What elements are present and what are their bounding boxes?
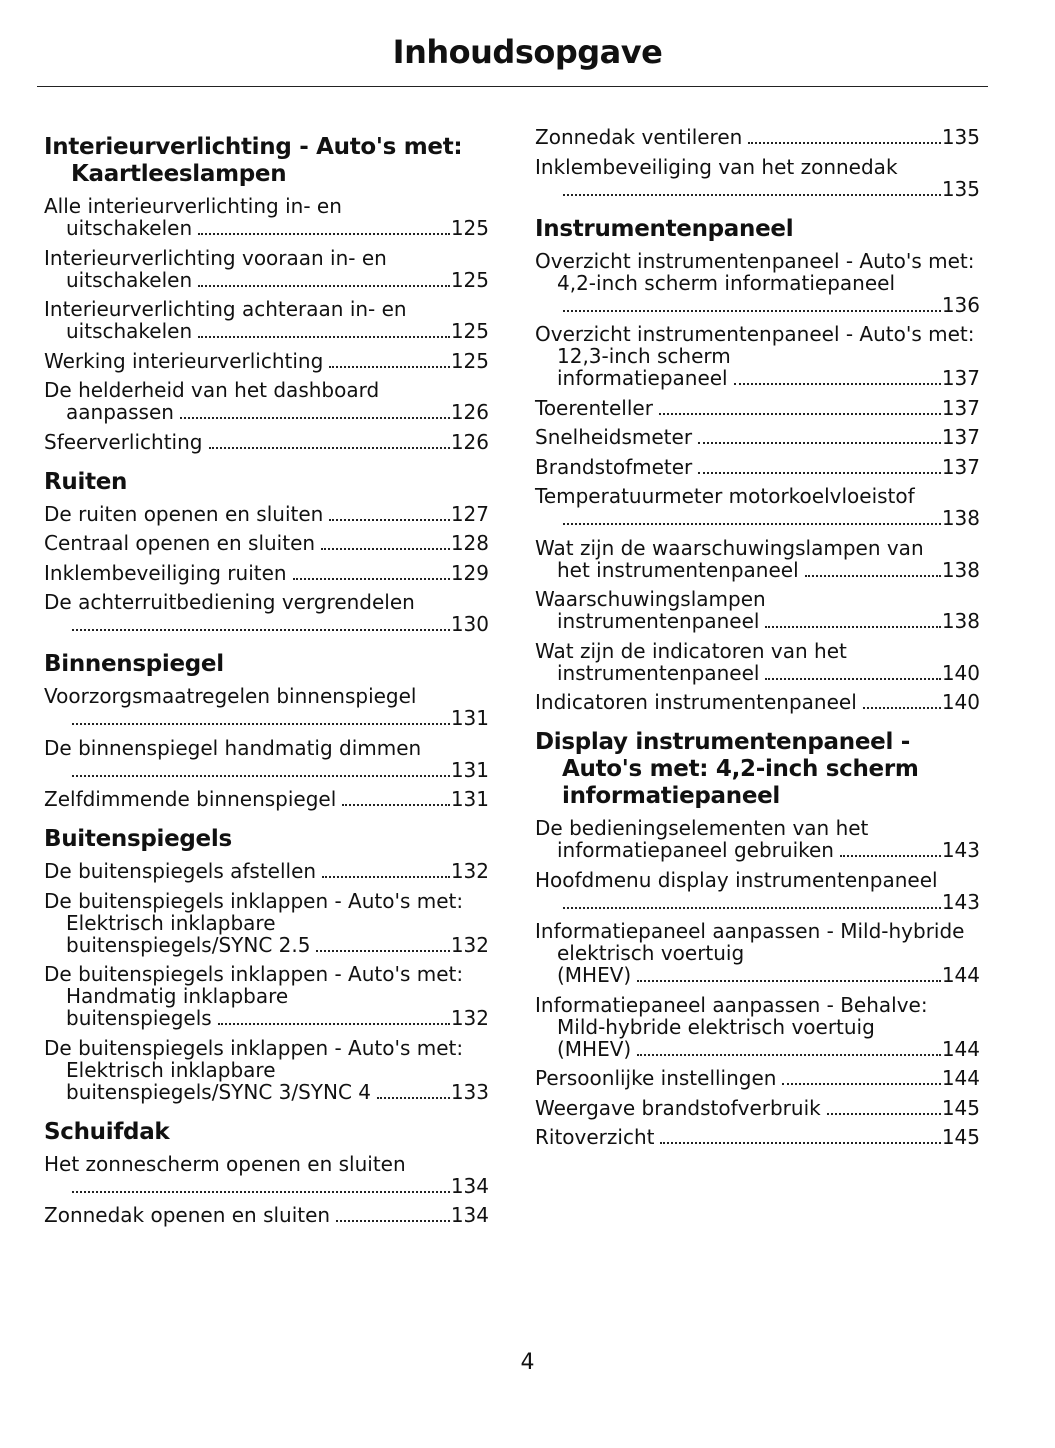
entry-title: Temperatuurmeter motorkoelvloeistof: [535, 484, 915, 508]
entry-title-end: Centraal openen en sluiten: [44, 531, 316, 555]
dot-leader: [563, 523, 941, 525]
page-number: 4: [520, 1350, 535, 1375]
toc-entry[interactable]: [535, 920, 980, 986]
dot-leader: [840, 855, 941, 857]
entry-title: Waarschuwingslampen: [535, 587, 766, 611]
entry-page-number: 126: [450, 400, 489, 424]
entry-title-end: uitschakelen: [66, 216, 193, 240]
entry-title-end: buitenspiegels: [66, 1006, 212, 1030]
entry-page-number: 137: [941, 454, 980, 479]
dot-leader: [563, 194, 941, 196]
entry-leader-line: [535, 456, 980, 478]
entry-title: Het zonnescherm openen en sluiten: [44, 1151, 406, 1176]
entry-page-number: 125: [450, 319, 489, 343]
entry-page-number: 143: [941, 889, 980, 914]
entry-title: De bedieningselementen van het: [535, 816, 869, 840]
toc-entry[interactable]: [44, 247, 489, 291]
entry-page-number: 134: [450, 1173, 489, 1198]
toc-entry[interactable]: [535, 869, 980, 913]
dot-leader: [377, 1097, 450, 1099]
entry-title: Wat zijn de indicatoren van het: [535, 638, 847, 663]
entry-page-number: 135: [941, 176, 980, 201]
entry-title-end: Werking interieurverlichting: [44, 348, 324, 373]
toc-right-column: [535, 126, 980, 1164]
toc-entry[interactable]: [44, 890, 489, 956]
entry-page-number: 136: [941, 292, 980, 317]
entry-page-number: 137: [941, 395, 980, 420]
entry-leader-line: [44, 1081, 489, 1103]
entry-title-end: informatiepaneel gebruiken: [557, 838, 834, 862]
entry-leader-line: [535, 1097, 980, 1119]
toc-entry[interactable]: [44, 685, 489, 729]
entry-leader-line: [535, 691, 980, 713]
entry-leader-line: [535, 1067, 980, 1089]
entry-title: Informatiepaneel aanpassen - Mild-hybride elektrisch voertuig: [535, 919, 965, 965]
entry-title: Inklembeveiliging van het zonnedak: [535, 154, 898, 179]
entry-page-number: 143: [941, 838, 980, 862]
entry-title-end: instrumentenpaneel: [557, 660, 760, 685]
dot-leader: [72, 775, 450, 777]
entry-title: De binnenspiegel handmatig dimmen: [44, 735, 422, 760]
entry-title-end: uitschakelen: [66, 319, 193, 343]
entry-page-number: 138: [941, 557, 980, 582]
entry-title-end: Ritoverzicht: [535, 1125, 655, 1149]
entry-page-number: 138: [941, 506, 980, 530]
toc-left-column: [44, 126, 489, 1242]
entry-title: De buitenspiegels inklappen - Auto's met: Handmatig inklapbare: [44, 962, 464, 1008]
entry-leader-line: [535, 294, 980, 316]
toc-section: [44, 134, 489, 453]
dot-leader: [698, 472, 941, 474]
entry-title-end: (MHEV): [557, 963, 632, 987]
toc-entry[interactable]: [44, 860, 489, 882]
entry-page-number: 132: [450, 859, 489, 883]
toc-section: [44, 1119, 489, 1227]
entry-leader-line: [44, 1007, 489, 1029]
dot-leader: [72, 629, 450, 631]
entry-title-end: Zonnedak ventileren: [535, 125, 743, 149]
entry-title-end: buitenspiegels/SYNC 2.5: [66, 932, 311, 957]
toc-entry[interactable]: [535, 1126, 980, 1148]
entry-leader-line: [44, 562, 489, 584]
entry-leader-line: [44, 532, 489, 554]
entry-page-number: 128: [450, 531, 489, 555]
toc-entry[interactable]: [535, 250, 980, 316]
entry-title: De buitenspiegels inklappen - Auto's met: Elektrisch inklapbare: [44, 888, 464, 935]
entry-title-end: Toerenteller: [535, 395, 653, 420]
entry-leader-line: [535, 367, 980, 389]
entry-page-number: 133: [450, 1079, 489, 1104]
entry-title-end: Indicatoren instrumentenpaneel: [535, 690, 857, 714]
entry-leader-line: [44, 503, 489, 525]
toc-entry[interactable]: [44, 195, 489, 239]
dot-leader: [659, 413, 941, 415]
section-heading: Buitenspiegels: [44, 826, 232, 852]
dot-leader: [698, 442, 941, 444]
dot-leader: [563, 310, 941, 312]
entry-leader-line: [535, 1126, 980, 1148]
toc-entry[interactable]: [535, 588, 980, 632]
entry-leader-line: [535, 178, 980, 200]
entry-title-end: De ruiten openen en sluiten: [44, 501, 324, 526]
section-heading: Instrumentenpaneel: [535, 215, 794, 242]
dot-leader: [198, 233, 450, 235]
entry-leader-line: [44, 217, 489, 239]
entry-page-number: 127: [450, 501, 489, 526]
dot-leader: [293, 578, 450, 580]
entry-title-end: Zonnedak openen en sluiten: [44, 1203, 331, 1227]
entry-page-number: 132: [450, 932, 489, 957]
dot-leader: [180, 417, 450, 419]
entry-page-number: 125: [450, 348, 489, 373]
entry-title: Informatiepaneel aanpassen - Behalve: Mild-hybride elektrisch voertuig: [535, 992, 928, 1039]
toc-entry[interactable]: [44, 350, 489, 372]
entry-leader-line: [535, 964, 980, 986]
entry-leader-line: [44, 350, 489, 372]
dot-leader: [316, 950, 449, 952]
dot-leader: [321, 548, 450, 550]
entry-page-number: 137: [941, 366, 980, 390]
entry-title-end: Sfeerverlichting: [44, 429, 203, 454]
toc-section: [535, 729, 980, 1148]
entry-page-number: 126: [450, 429, 489, 454]
section-heading: Ruiten: [44, 468, 128, 495]
entry-page-number: 131: [450, 706, 489, 730]
dot-leader: [218, 1023, 450, 1025]
entry-leader-line: [44, 320, 489, 342]
entry-page-number: 144: [941, 1036, 980, 1061]
toc-section: [535, 126, 980, 200]
section-heading: Display instrumentenpaneel - Auto's met: 4,2-inch scherm informatiepaneel: [535, 729, 919, 809]
entry-page-number: 125: [450, 216, 489, 240]
entry-leader-line: [535, 1038, 980, 1060]
title-divider: [37, 86, 988, 87]
dot-leader: [563, 907, 941, 909]
entry-title: Hoofdmenu display instrumentenpaneel: [535, 867, 938, 892]
toc-section: [44, 469, 489, 636]
toc-entry[interactable]: [44, 963, 489, 1029]
toc-section: [44, 651, 489, 810]
toc-section: [44, 826, 489, 1103]
dot-leader: [72, 1191, 450, 1193]
entry-title-end: buitenspiegels/SYNC 3/SYNC 4: [66, 1079, 372, 1104]
entry-leader-line: [535, 559, 980, 581]
toc-entry[interactable]: [44, 562, 489, 584]
entry-leader-line: [44, 759, 489, 781]
toc-entry[interactable]: [44, 532, 489, 554]
toc-entry[interactable]: [535, 1067, 980, 1089]
entry-title: De achterruitbediening vergrendelen: [44, 590, 415, 614]
page-title: Inhoudsopgave: [392, 33, 663, 71]
toc-entry[interactable]: [44, 737, 489, 781]
entry-page-number: 145: [941, 1125, 980, 1149]
toc-entry[interactable]: [535, 323, 980, 389]
entry-page-number: 144: [941, 963, 980, 987]
entry-page-number: 134: [450, 1203, 489, 1227]
entry-title: Wat zijn de waarschuwingslampen van: [535, 535, 924, 560]
toc-section: [535, 216, 980, 714]
toc-entry[interactable]: [44, 431, 489, 453]
toc-entry[interactable]: [535, 691, 980, 713]
entry-leader-line: [535, 426, 980, 448]
dot-leader: [765, 678, 940, 680]
entry-leader-line: [44, 613, 489, 635]
entry-leader-line: [44, 269, 489, 291]
entry-page-number: 138: [941, 609, 980, 633]
entry-title-end: uitschakelen: [66, 267, 193, 292]
dot-leader: [329, 519, 449, 521]
entry-leader-line: [535, 891, 980, 913]
toc-entry[interactable]: [44, 788, 489, 810]
entry-leader-line: [535, 610, 980, 632]
entry-leader-line: [44, 707, 489, 729]
entry-title-end: aanpassen: [66, 400, 174, 424]
dot-leader: [342, 804, 450, 806]
entry-title: Interieurverlichting achteraan in- en: [44, 297, 407, 321]
entry-leader-line: [44, 1175, 489, 1197]
entry-page-number: 137: [941, 425, 980, 449]
entry-leader-line: [44, 860, 489, 882]
entry-leader-line: [535, 397, 980, 419]
entry-page-number: 140: [941, 690, 980, 714]
entry-title-end: Weergave brandstofverbruik: [535, 1095, 821, 1120]
entry-title-end: Persoonlijke instellingen: [535, 1066, 777, 1090]
toc-entry[interactable]: [44, 1204, 489, 1226]
entry-title-end: instrumentenpaneel: [557, 609, 760, 633]
entry-title-end: Inklembeveiliging ruiten: [44, 560, 287, 585]
toc-entry[interactable]: [535, 397, 980, 419]
dot-leader: [734, 383, 941, 385]
dot-leader: [827, 1113, 941, 1115]
toc-entry[interactable]: [535, 817, 980, 861]
entry-title-end: Zelfdimmende binnenspiegel: [44, 787, 337, 811]
toc-entry[interactable]: [535, 994, 980, 1060]
entry-leader-line: [44, 401, 489, 423]
entry-title: Overzicht instrumentenpaneel - Auto's met: 4,2-inch scherm informatiepaneel: [535, 248, 975, 295]
toc-entry[interactable]: [44, 591, 489, 635]
entry-page-number: 131: [450, 757, 489, 782]
entry-page-number: 129: [450, 560, 489, 585]
entry-leader-line: [44, 788, 489, 810]
entry-leader-line: [535, 839, 980, 861]
dot-leader: [336, 1220, 450, 1222]
section-heading: Binnenspiegel: [44, 651, 224, 677]
entry-leader-line: [535, 126, 980, 148]
toc-entry[interactable]: [535, 426, 980, 448]
entry-page-number: 145: [941, 1095, 980, 1120]
entry-title: Alle interieurverlichting in- en: [44, 194, 342, 218]
toc-entry[interactable]: [535, 485, 980, 529]
dot-leader: [72, 723, 450, 725]
entry-title: Interieurverlichting vooraan in- en: [44, 245, 387, 270]
toc-entry[interactable]: [44, 1153, 489, 1197]
section-heading: Interieurverlichting - Auto's met: Kaartleeslampen: [44, 134, 463, 187]
toc-entry[interactable]: [535, 1097, 980, 1119]
entry-title: Voorzorgsmaatregelen binnenspiegel: [44, 684, 417, 708]
dot-leader: [322, 876, 450, 878]
entry-leader-line: [535, 507, 980, 529]
toc-entry[interactable]: [44, 1037, 489, 1103]
toc-entry[interactable]: [535, 126, 980, 148]
dot-leader: [863, 707, 941, 709]
dot-leader: [637, 1054, 941, 1056]
entry-page-number: 132: [450, 1006, 489, 1030]
dot-leader: [748, 142, 940, 144]
dot-leader: [765, 626, 940, 628]
dot-leader: [329, 366, 450, 368]
toc-entry[interactable]: [44, 503, 489, 525]
toc-entry[interactable]: [44, 379, 489, 423]
entry-title-end: (MHEV): [557, 1036, 632, 1061]
entry-title: De helderheid van het dashboard: [44, 378, 380, 402]
toc-entry[interactable]: [44, 298, 489, 342]
entry-leader-line: [44, 1204, 489, 1226]
entry-title: De buitenspiegels inklappen - Auto's met: Elektrisch inklapbare: [44, 1035, 464, 1082]
entry-page-number: 140: [941, 660, 980, 685]
entry-page-number: 130: [450, 612, 489, 636]
entry-title-end: Snelheidsmeter: [535, 425, 693, 449]
dot-leader: [198, 336, 450, 338]
entry-leader-line: [44, 431, 489, 453]
entry-title-end: De buitenspiegels afstellen: [44, 859, 317, 883]
toc-entry[interactable]: [535, 537, 980, 581]
entry-page-number: 135: [941, 125, 980, 149]
dot-leader: [198, 285, 450, 287]
toc-entry[interactable]: [535, 456, 980, 478]
dot-leader: [660, 1142, 940, 1144]
entry-title-end: informatiepaneel: [557, 366, 728, 390]
dot-leader: [637, 980, 941, 982]
dot-leader: [805, 575, 941, 577]
entry-leader-line: [44, 934, 489, 956]
section-heading: Schuifdak: [44, 1118, 170, 1145]
entry-title-end: het instrumentenpaneel: [557, 557, 799, 582]
entry-leader-line: [535, 662, 980, 684]
entry-title: Overzicht instrumentenpaneel - Auto's met: 12,3-inch scherm: [535, 322, 975, 368]
entry-title-end: Brandstofmeter: [535, 454, 693, 479]
dot-leader: [782, 1083, 940, 1085]
entry-page-number: 144: [941, 1066, 980, 1090]
dot-leader: [209, 447, 450, 449]
entry-page-number: 131: [450, 787, 489, 811]
entry-page-number: 125: [450, 267, 489, 292]
toc-entry[interactable]: [535, 156, 980, 200]
toc-entry[interactable]: [535, 640, 980, 684]
